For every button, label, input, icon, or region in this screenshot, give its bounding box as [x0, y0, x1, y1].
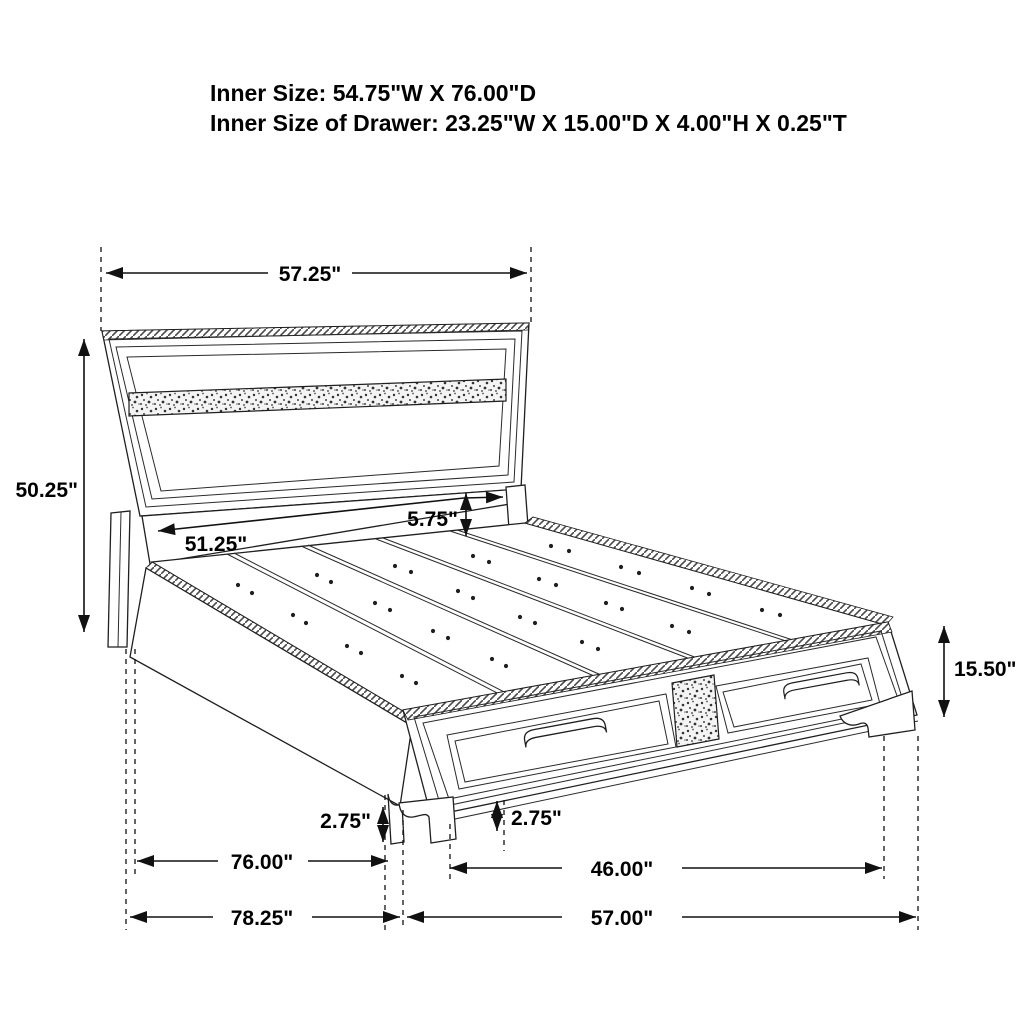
headboard-outer-frame: [102, 323, 529, 516]
dim-label-footboard-height: 15.50": [954, 658, 1017, 681]
dim-label-headboard-inner-width: 51.25": [184, 533, 248, 556]
dim-headboard-width: [106, 263, 527, 286]
headboard-left-leg: [108, 511, 130, 647]
footboard-glitter-divider: [672, 675, 719, 747]
dim-label-inner-depth: 76.00": [230, 851, 294, 874]
dim-footboard-height: [944, 626, 1017, 717]
inner-size-line: Inner Size: 54.75"W X 76.00"D: [210, 80, 537, 106]
dim-label-footboard-width: 57.00": [590, 907, 654, 930]
dim-label-headboard-width: 57.25": [278, 263, 342, 286]
dim-side-rail-foot-height: [320, 807, 383, 842]
dim-label-side-rail-foot-height: 2.75": [320, 810, 371, 833]
drawer-size-line: Inner Size of Drawer: 23.25"W X 15.00"D X 4.00"H X 0.25"T: [210, 110, 847, 136]
dim-label-overall-depth: 78.25": [230, 907, 294, 930]
dim-overall-depth: [130, 907, 400, 930]
dim-footboard-width: [407, 907, 916, 930]
dim-drawer-span: [450, 858, 882, 881]
dim-label-headboard-height: 50.25": [15, 479, 78, 502]
header-text: [210, 80, 847, 136]
footboard-left-foot: [399, 797, 456, 843]
dim-drawer-foot-height: [497, 801, 562, 831]
dim-label-headboard-clearance: 5.75": [407, 508, 458, 531]
bed-drawing: [102, 323, 918, 844]
dim-label-drawer-foot-height: 2.75": [511, 807, 562, 830]
dim-headboard-height: [15, 339, 84, 632]
dim-label-drawer-span: 46.00": [590, 858, 654, 881]
dim-inner-depth: [137, 851, 388, 874]
